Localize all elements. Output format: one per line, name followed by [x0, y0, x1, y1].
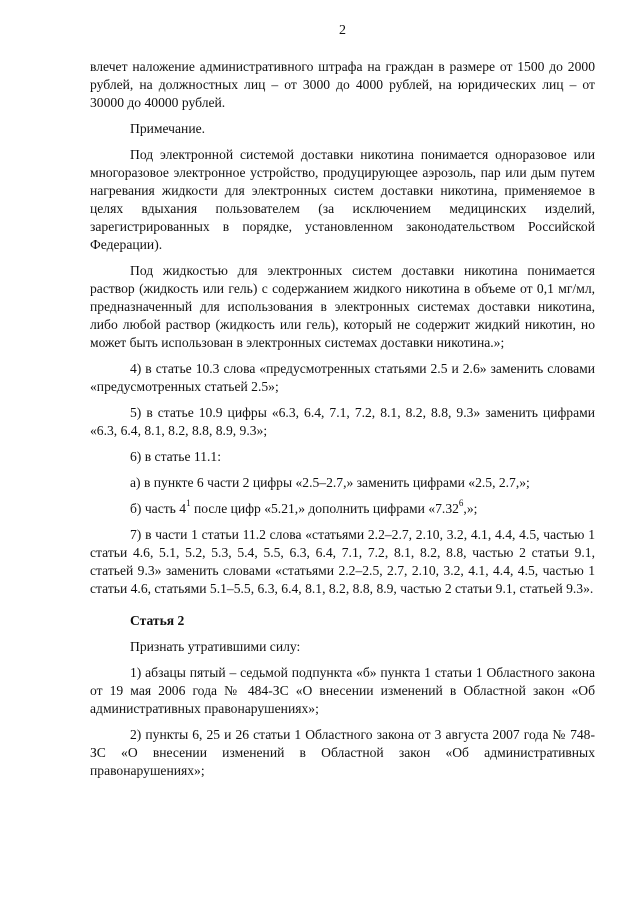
item-6b-text-middle: после цифр «5.21,» дополнить цифрами «7.32 [190, 501, 459, 516]
paragraph-item-6a: а) в пункте 6 части 2 цифры «2.5–2.7,» заменить цифрами «2.5, 2.7,»; [130, 475, 530, 490]
item-6b-superscript-1: 1 [186, 498, 191, 509]
paragraph-item-6: 6) в статье 11.1: [130, 449, 221, 464]
paragraph-item-5: 5) в статье 10.9 цифры «6.3, 6.4, 7.1, 7.2, 8.1, 8.2, 8.8, 9.3» заменить цифрами «6.3, 6.4, 8.1, 8.2, 8.8, 8.9, 9.3»; [90, 405, 595, 438]
paragraph-item-4: 4) в статье 10.3 слова «предусмотренных статьями 2.5 и 2.6» заменить словами «предусмотренных статьей 2.5»; [90, 361, 595, 394]
paragraph-note-label: Примечание. [130, 121, 206, 136]
paragraph-item-6b [90, 500, 595, 518]
page-number: 2 [339, 23, 346, 38]
document-body [90, 58, 595, 788]
paragraph-repeal-intro: Признать утратившими силу: [130, 639, 301, 654]
paragraph-item-7: 7) в части 1 статьи 11.2 слова «статьями 2.2–2.7, 2.10, 3.2, 4.1, 4.4, 4.5, частью 1 статьи 4.6, 5.1, 5.2, 5.3, 5.4, 5.5, 6.3, 6.4, 7.1, 7.2, 8.1, 8.2, 8.8, частью 2 статьи 9.1, статьей 9.3» заменить словами «статьями 2.2–2.5, 2.7, 2.10, 3.2, 4.1, 4.4, 4.5, частью 1 статьи 4.6, статьями 5.1–5.5, 6.3, 6.4, 8.1, 8.2, 8.8, 8.9, частью 2 статьи 9.1, статьей 9.3». [90, 527, 595, 596]
item-6b-superscript-2: 6 [458, 498, 464, 509]
paragraph-nicotine-device-definition: Под электронной системой доставки никотина понимается одноразовое или многоразовое электронное устройство, продуцирующее аэрозоль, пар или дым путем нагревания жидкости для электронных систем доставки никотина, применяемое в целях вдыхания пользователем (за исключением медицинских изделий, зарегистрированных в порядке, установленном законодательством Российской Федерации). [90, 147, 595, 252]
article-2-heading: Статья 2 [130, 613, 185, 628]
paragraph-fine-amounts: влечет наложение административного штрафа на граждан в размере от 1500 до 2000 рублей, на должностных лиц – от 3000 до 4000 рублей, на юридических лиц – от 30000 до 40000 рублей. [90, 59, 595, 110]
item-6b-text-end: ,»; [463, 501, 478, 516]
item-6b-text-start: б) часть 4 [130, 501, 187, 516]
paragraph-repeal-item-2: 2) пункты 6, 25 и 26 статьи 1 Областного закона от 3 августа 2007 года № 748-ЗС «О внесении изменений в Областной закон «Об административных правонарушениях»; [90, 727, 595, 778]
paragraph-repeal-item-1: 1) абзацы пятый – седьмой подпункта «б» пункта 1 статьи 1 Областного закона от 19 мая 2006 года № 484-ЗС «О внесении изменений в Областной закон «Об административных правонарушениях»; [90, 665, 595, 716]
paragraph-nicotine-liquid-definition: Под жидкостью для электронных систем доставки никотина понимается раствор (жидкость или гель) с содержанием жидкого никотина в объеме от 0,1 мг/мл, предназначенный для использования в электронных системах доставки никотина, либо любой раствор (жидкость или гель), который не содержит жидкий никотин, но может быть использован в электронных системах доставки никотина.»; [90, 263, 595, 350]
